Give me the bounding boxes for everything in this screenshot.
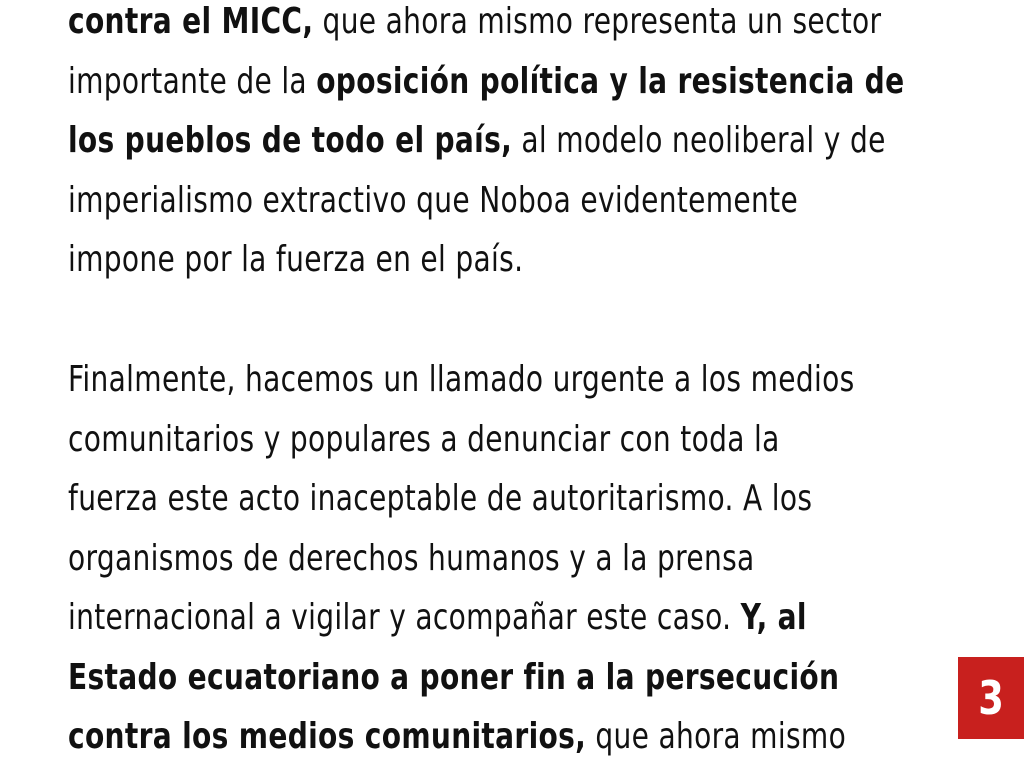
text-segment: impone por la fuerza en el país. xyxy=(68,239,524,280)
text-line xyxy=(68,588,807,648)
page-number-badge xyxy=(958,657,1024,739)
text-segment: internacional a vigilar y acompañar este caso. xyxy=(68,597,741,638)
text-line xyxy=(68,410,780,470)
text-line xyxy=(68,707,847,767)
text-line xyxy=(68,171,799,231)
bold-text-segment: oposición política y la resistencia de xyxy=(316,60,905,102)
text-segment: que ahora mismo representa un sector xyxy=(313,1,882,42)
paragraph-2 xyxy=(68,350,855,767)
bold-text-segment: Y, al xyxy=(740,597,807,638)
text-line xyxy=(68,111,886,171)
bold-text-segment: contra el MICC, xyxy=(68,1,314,42)
bold-text-segment: contra los medios comunitarios, xyxy=(68,716,587,757)
text-line xyxy=(68,529,770,589)
text-segment: importante de la xyxy=(68,60,317,102)
text-segment: comunitarios y populares a denunciar con toda la xyxy=(68,418,780,460)
page-number: 3 xyxy=(978,671,1004,725)
text-line xyxy=(68,0,882,52)
text-line xyxy=(68,52,905,112)
bold-text-segment: los pueblos de todo el país, xyxy=(68,120,513,161)
bold-text-segment: Estado ecuatoriano a poner fin a la persecución xyxy=(68,656,840,698)
text-segment: al modelo neoliberal y de xyxy=(512,120,886,161)
text-segment: organismos de derechos humanos y a la prensa xyxy=(68,537,755,579)
text-segment: que ahora mismo xyxy=(586,716,847,757)
text-line xyxy=(68,230,770,290)
text-segment: fuerza este acto inaceptable de autoritarismo. A los xyxy=(68,478,813,519)
text-segment: Finalmente, hacemos un llamado urgente a los medios xyxy=(68,359,855,400)
text-line xyxy=(68,648,840,708)
text-line xyxy=(68,469,813,529)
text-segment: imperialismo extractivo que Noboa evidentemente xyxy=(68,179,799,221)
paragraph-1 xyxy=(68,0,905,290)
text-line xyxy=(68,350,855,410)
